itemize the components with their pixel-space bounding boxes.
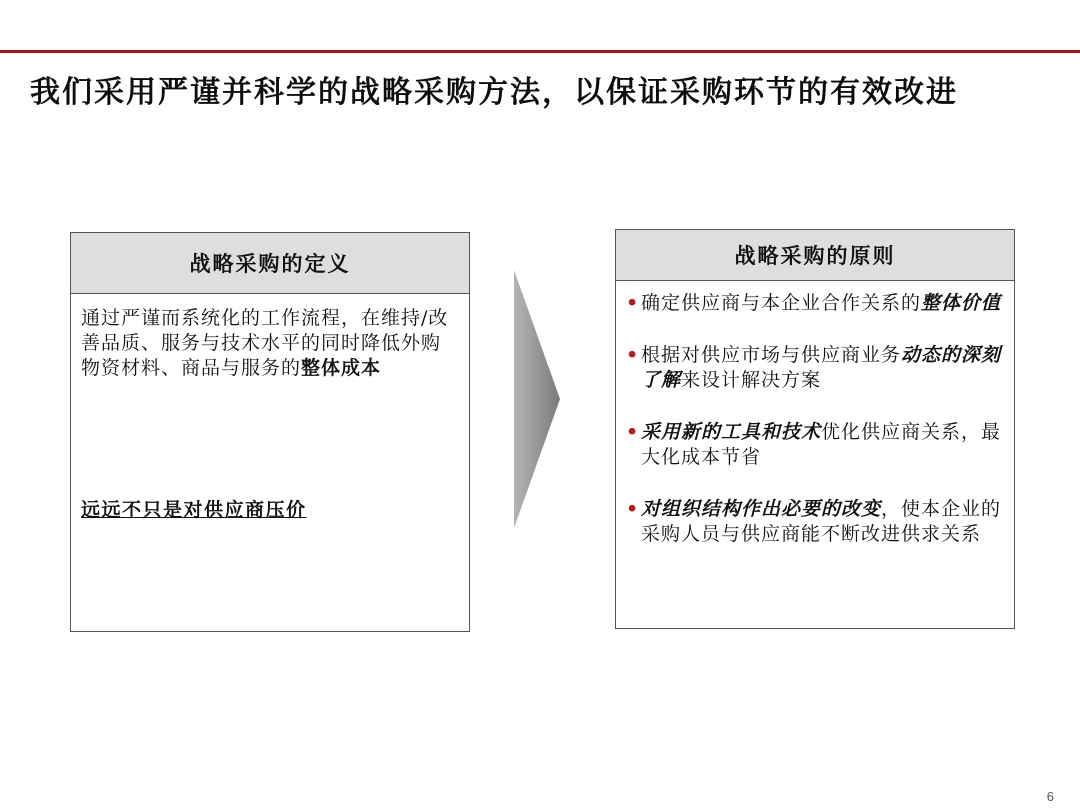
definition-tagline: 远远不只是对供应商压价 <box>81 499 307 521</box>
principle-item <box>628 343 1002 393</box>
definition-text: 通过严谨而系统化的工作流程，在维持/改善品质、服务与技术水平的同时降低外购物资材料、商品与服务的 <box>81 307 449 379</box>
principle-item <box>628 291 1002 316</box>
top-accent-rule <box>0 50 1080 53</box>
principle-emphasis: 整体价值 <box>921 292 1002 314</box>
principle-text: 确定供应商与本企业合作关系的 <box>641 292 922 314</box>
bullet-icon: • <box>626 421 640 443</box>
definition-header: 战略采购的定义 <box>71 233 469 294</box>
definition-box <box>70 232 470 632</box>
principle-emphasis: 采用新的工具和技术 <box>641 421 822 443</box>
page-number: 6 <box>1046 789 1054 804</box>
principle-text: ，使本企业的采购人员与供应商能不断改进供求关系 <box>641 498 1002 545</box>
principle-emphasis: 动态的深刻了解 <box>641 344 1002 391</box>
principles-header: 战略采购的原则 <box>616 230 1014 281</box>
principle-text: 优化供应商关系，最大化成本节省 <box>641 421 1002 468</box>
principle-item <box>628 497 1002 547</box>
principle-text: 来设计解决方案 <box>681 369 822 391</box>
principle-text: 根据对供应市场与供应商业务 <box>641 344 902 366</box>
definition-bold-text: 整体成本 <box>301 357 382 379</box>
bullet-icon: • <box>626 292 640 314</box>
chevron-right-icon <box>512 270 562 528</box>
slide-title: 我们采用严谨并科学的战略采购方法，以保证采购环节的有效改进 <box>30 75 958 110</box>
bullet-icon: • <box>626 344 640 366</box>
principle-emphasis: 对组织结构作出必要的改变 <box>641 498 882 520</box>
bullet-icon: • <box>626 498 640 520</box>
principles-list <box>616 281 1014 547</box>
definition-body <box>71 294 469 381</box>
principles-box <box>615 229 1015 629</box>
principle-item <box>628 420 1002 470</box>
